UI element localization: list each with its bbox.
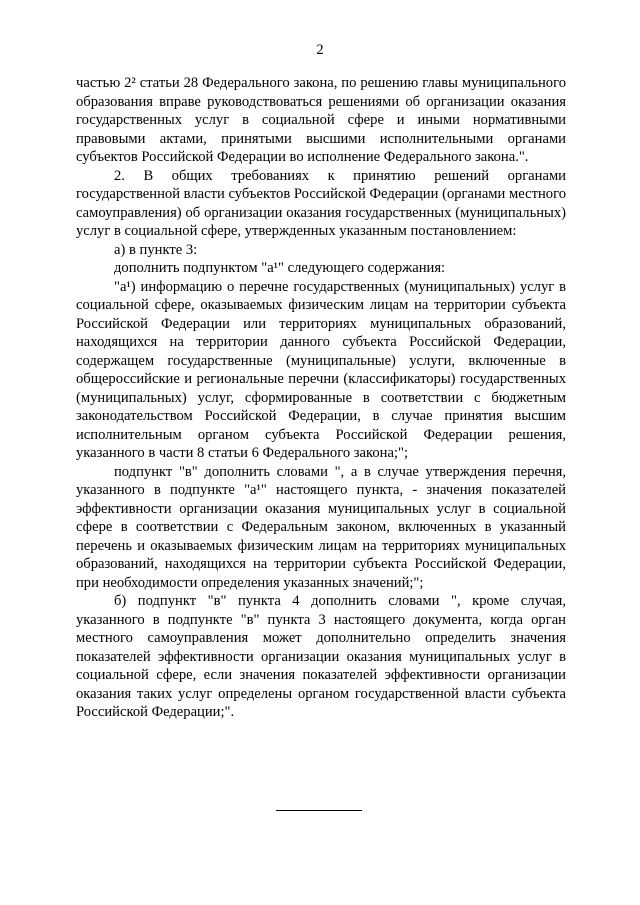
paragraph-subpoint-v-amendment: подпункт "в" дополнить словами ", а в случае утверждения перечня, указанного в подпункте "а¹" настоящего пункта, - значения показателей эффективности организации оказания муниципальных услуг в социальной сфере в соответствии с Федеральным законом, включенных в указанный перечень и оказываемых физическим лицам на территориях муниципальных образований, находящихся на территории субъекта Российской Федерации, при необходимости определения указанных значений;";: [76, 463, 566, 591]
paragraph-item-2: 2. В общих требованиях к принятию решений органами государственной власти субъектов Российской Федерации (органами местного самоуправления) об организации оказания государственных (муниципальных) услуг в социальной сфере, утвержденных указанным постановлением:: [76, 167, 566, 239]
document-body: [76, 74, 566, 722]
page-number: 2: [316, 42, 324, 58]
paragraph-add-subpoint: дополнить подпунктом "а¹" следующего содержания:: [114, 260, 446, 276]
paragraph-subpoint-a1-text: "а¹) информацию о перечне государственных (муниципальных) услуг в социальной сфере, оказываемых физическим лицам на территории субъекта Российской Федерации или территориях муниципальных образований, находящихся на территории данного субъекта Российской Федерации, содержащем государственные (муниципальные) услуги, включенные в общероссийские и региональные перечни (классификаторы) государственных (муниципальных) услуг, сформированные в соответствии с бюджетным законодательством Российской Федерации, в случае принятия высшим исполнительным органом субъекта Российской Федерации решения, указанного в части 8 статьи 6 Федерального закона;";: [76, 278, 566, 461]
paragraph-continuation: частью 2² статьи 28 Федерального закона, по решению главы муниципального образования вправе руководствоваться решениями об организации оказания государственных услуг в социальной сфере и иными нормативными правовыми актами, принятыми высшими исполнительными органами субъектов Российской Федерации во исполнение Федерального закона.".: [76, 75, 566, 165]
paragraph-subitem-a: а) в пункте 3:: [114, 241, 198, 258]
paragraph-subitem-b: б) подпункт "в" пункта 4 дополнить словами ", кроме случая, указанного в подпункте "в" пункта 3 настоящего документа, когда орган местного самоуправления может дополнительно определить значения показателей эффективности организации оказания муниципальных услуг в социальной сфере, если значения показателей эффективности организации оказания таких услуг определены органом государственной власти субъекта Российской Федерации;".: [76, 593, 566, 720]
footer-divider: [276, 810, 362, 811]
